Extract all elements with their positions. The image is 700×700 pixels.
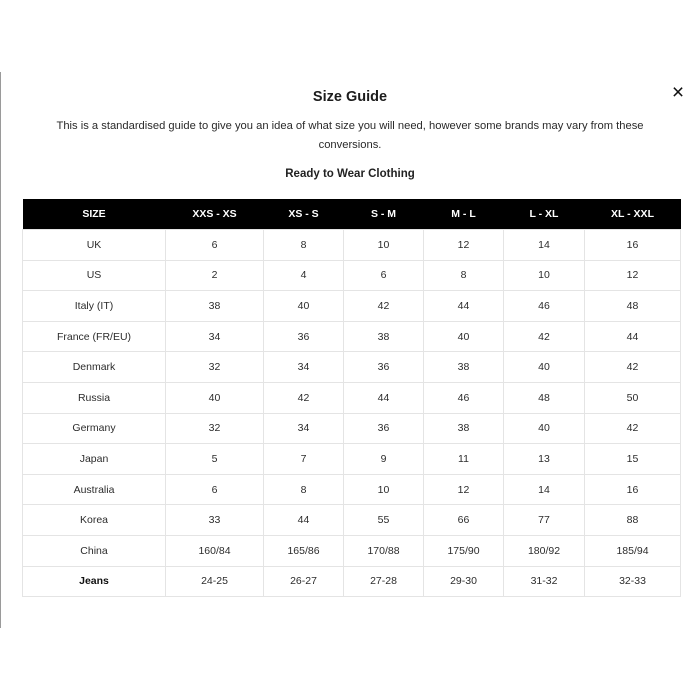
column-header: L - XL bbox=[504, 199, 585, 230]
table-row bbox=[23, 260, 681, 291]
row-label: Italy (IT) bbox=[23, 291, 166, 322]
table-row bbox=[23, 230, 681, 261]
table-cell: 46 bbox=[504, 291, 585, 322]
table-cell: 33 bbox=[166, 505, 264, 536]
section-subtitle: Ready to Wear Clothing bbox=[285, 168, 415, 180]
column-header: M - L bbox=[424, 199, 504, 230]
table-cell: 11 bbox=[424, 444, 504, 475]
column-header: XS - S bbox=[264, 199, 344, 230]
row-label: Korea bbox=[23, 505, 166, 536]
table-cell: 50 bbox=[585, 382, 681, 413]
size-table bbox=[22, 199, 681, 597]
table-cell: 44 bbox=[424, 291, 504, 322]
table-cell: 12 bbox=[424, 230, 504, 261]
column-header: XXS - XS bbox=[166, 199, 264, 230]
table-cell: 44 bbox=[264, 505, 344, 536]
intro-text: This is a standardised guide to give you an idea of what size you will need, however some brands may vary from these conversions. bbox=[56, 120, 644, 151]
table-cell: 32 bbox=[166, 352, 264, 383]
table-cell: 26-27 bbox=[264, 566, 344, 597]
table-cell: 48 bbox=[585, 291, 681, 322]
table-row bbox=[23, 413, 681, 444]
table-cell: 175/90 bbox=[424, 535, 504, 566]
table-cell: 40 bbox=[504, 352, 585, 383]
table-row bbox=[23, 321, 681, 352]
row-label: China bbox=[23, 535, 166, 566]
column-header: S - M bbox=[344, 199, 424, 230]
table-cell: 6 bbox=[166, 474, 264, 505]
table-row bbox=[23, 535, 681, 566]
table-row bbox=[23, 382, 681, 413]
column-header: SIZE bbox=[23, 199, 166, 230]
table-cell: 8 bbox=[264, 474, 344, 505]
table-cell: 12 bbox=[424, 474, 504, 505]
table-cell: 6 bbox=[166, 230, 264, 261]
table-cell: 31-32 bbox=[504, 566, 585, 597]
table-cell: 2 bbox=[166, 260, 264, 291]
divider bbox=[0, 72, 1, 628]
table-cell: 42 bbox=[585, 413, 681, 444]
row-label: Australia bbox=[23, 474, 166, 505]
table-cell: 13 bbox=[504, 444, 585, 475]
table-cell: 40 bbox=[424, 321, 504, 352]
table-cell: 34 bbox=[166, 321, 264, 352]
table-cell: 42 bbox=[504, 321, 585, 352]
table-row bbox=[23, 505, 681, 536]
table-row bbox=[23, 474, 681, 505]
modal-title: Size Guide bbox=[312, 89, 388, 105]
row-label: Japan bbox=[23, 444, 166, 475]
table-cell: 40 bbox=[264, 291, 344, 322]
table-cell: 42 bbox=[264, 382, 344, 413]
row-label: Russia bbox=[23, 382, 166, 413]
table-cell: 6 bbox=[344, 260, 424, 291]
table-cell: 8 bbox=[424, 260, 504, 291]
table-cell: 46 bbox=[424, 382, 504, 413]
table-row bbox=[23, 352, 681, 383]
row-label: UK bbox=[23, 230, 166, 261]
table-cell: 180/92 bbox=[504, 535, 585, 566]
table-cell: 12 bbox=[585, 260, 681, 291]
table-cell: 10 bbox=[344, 230, 424, 261]
row-label: US bbox=[23, 260, 166, 291]
table-cell: 40 bbox=[504, 413, 585, 444]
table-cell: 27-28 bbox=[344, 566, 424, 597]
table-cell: 14 bbox=[504, 474, 585, 505]
table-cell: 7 bbox=[264, 444, 344, 475]
close-icon[interactable]: × bbox=[671, 81, 685, 104]
table-cell: 36 bbox=[344, 413, 424, 444]
table-row bbox=[23, 291, 681, 322]
row-label: Denmark bbox=[23, 352, 166, 383]
table-cell: 34 bbox=[264, 352, 344, 383]
table-cell: 66 bbox=[424, 505, 504, 536]
table-cell: 38 bbox=[424, 352, 504, 383]
table-cell: 24-25 bbox=[166, 566, 264, 597]
column-header: XL - XXL bbox=[585, 199, 681, 230]
row-label: France (FR/EU) bbox=[23, 321, 166, 352]
table-cell: 77 bbox=[504, 505, 585, 536]
table-cell: 40 bbox=[166, 382, 264, 413]
table-cell: 29-30 bbox=[424, 566, 504, 597]
table-cell: 14 bbox=[504, 230, 585, 261]
table-cell: 44 bbox=[585, 321, 681, 352]
table-cell: 4 bbox=[264, 260, 344, 291]
table-cell: 185/94 bbox=[585, 535, 681, 566]
table-cell: 32 bbox=[166, 413, 264, 444]
row-label: Germany bbox=[23, 413, 166, 444]
table-cell: 170/88 bbox=[344, 535, 424, 566]
table-cell: 38 bbox=[166, 291, 264, 322]
row-label: Jeans bbox=[23, 566, 166, 597]
table-cell: 8 bbox=[264, 230, 344, 261]
table-cell: 42 bbox=[344, 291, 424, 322]
table-cell: 10 bbox=[504, 260, 585, 291]
table-cell: 44 bbox=[344, 382, 424, 413]
table-cell: 48 bbox=[504, 382, 585, 413]
table-cell: 16 bbox=[585, 230, 681, 261]
table-row bbox=[23, 444, 681, 475]
table-cell: 42 bbox=[585, 352, 681, 383]
table-cell: 38 bbox=[344, 321, 424, 352]
table-cell: 160/84 bbox=[166, 535, 264, 566]
table-cell: 38 bbox=[424, 413, 504, 444]
table-cell: 88 bbox=[585, 505, 681, 536]
table-cell: 5 bbox=[166, 444, 264, 475]
table-cell: 15 bbox=[585, 444, 681, 475]
table-cell: 10 bbox=[344, 474, 424, 505]
table-cell: 165/86 bbox=[264, 535, 344, 566]
table-cell: 55 bbox=[344, 505, 424, 536]
table-header-row bbox=[23, 199, 681, 230]
table-cell: 16 bbox=[585, 474, 681, 505]
table-cell: 34 bbox=[264, 413, 344, 444]
table-cell: 9 bbox=[344, 444, 424, 475]
table-cell: 36 bbox=[264, 321, 344, 352]
table-cell: 36 bbox=[344, 352, 424, 383]
table-row bbox=[23, 566, 681, 597]
table-cell: 32-33 bbox=[585, 566, 681, 597]
